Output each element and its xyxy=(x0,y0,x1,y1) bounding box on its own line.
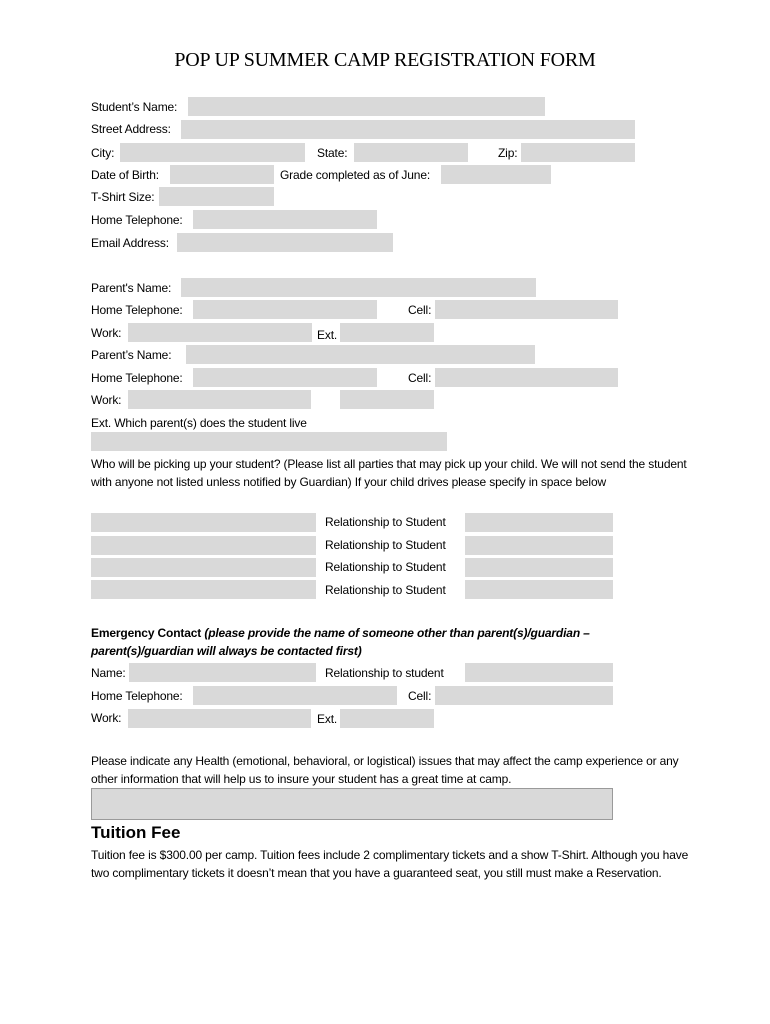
emergency-work-label: Work: xyxy=(91,711,122,725)
city-field[interactable] xyxy=(120,143,305,162)
state-label: State: xyxy=(317,146,348,160)
parent2-ext-field[interactable] xyxy=(340,390,434,409)
parent2-work-field[interactable] xyxy=(128,390,311,409)
emergency-work-field[interactable] xyxy=(128,709,311,728)
parent1-ext-field[interactable] xyxy=(340,323,434,342)
pickup-relationship-field[interactable] xyxy=(465,558,613,577)
dob-label: Date of Birth: xyxy=(91,168,159,182)
emergency-home-telephone-label: Home Telephone: xyxy=(91,689,183,703)
parent2-home-telephone-field[interactable] xyxy=(193,368,377,387)
form-title: POP UP SUMMER CAMP REGISTRATION FORM xyxy=(174,49,596,71)
state-field[interactable] xyxy=(354,143,468,162)
pickup-person-field[interactable] xyxy=(91,536,316,555)
pickup-relationship-label: Relationship to Student xyxy=(325,583,446,597)
parent2-cell-field[interactable] xyxy=(435,368,618,387)
tshirt-size-label: T-Shirt Size: xyxy=(91,190,155,204)
pickup-relationship-field[interactable] xyxy=(465,580,613,599)
parent1-work-label: Work: xyxy=(91,326,122,340)
lives-with-label: Ext. Which parent(s) does the student live xyxy=(91,416,307,430)
pickup-relationship-label: Relationship to Student xyxy=(325,560,446,574)
tuition-text: Tuition fee is $300.00 per camp. Tuition fees include 2 complimentary tickets and a show T-Shirt. Although you have two complimentary tickets it doesn’t mean that you have a guaranteed seat, you still must make a Reservation. xyxy=(91,848,689,880)
pickup-relationship-label: Relationship to Student xyxy=(325,515,446,529)
health-info-field[interactable] xyxy=(91,788,613,820)
parent2-name-label: Parent’s Name: xyxy=(91,348,172,362)
street-address-label: Street Address: xyxy=(91,122,171,136)
emergency-name-field[interactable] xyxy=(129,663,316,682)
tuition-heading: Tuition Fee xyxy=(91,823,181,842)
parent2-work-label: Work: xyxy=(91,393,122,407)
email-address-field[interactable] xyxy=(177,233,393,252)
health-instructions: Please indicate any Health (emotional, behavioral, or logistical) issues that may affect the camp experience or any other information that will help us to insure your student has a great time at camp. xyxy=(91,754,679,786)
emergency-cell-label: Cell: xyxy=(408,689,432,703)
lives-with-field[interactable] xyxy=(91,432,447,451)
pickup-person-field[interactable] xyxy=(91,558,316,577)
student-name-label: Student’s Name: xyxy=(91,100,178,114)
emergency-contact-note: (please provide the name of someone other than parent(s)/guardian – parent(s)/guardian will always be contacted first) xyxy=(91,626,590,658)
emergency-relationship-label: Relationship to student xyxy=(325,666,444,680)
parent1-ext-label: Ext. xyxy=(317,328,338,342)
emergency-cell-field[interactable] xyxy=(435,686,613,705)
grade-field[interactable] xyxy=(441,165,551,184)
emergency-ext-field[interactable] xyxy=(340,709,434,728)
parent1-cell-field[interactable] xyxy=(435,300,618,319)
pickup-person-field[interactable] xyxy=(91,513,316,532)
emergency-relationship-field[interactable] xyxy=(465,663,613,682)
dob-field[interactable] xyxy=(170,165,274,184)
pickup-relationship-field[interactable] xyxy=(465,536,613,555)
pickup-person-field[interactable] xyxy=(91,580,316,599)
pickup-relationship-label: Relationship to Student xyxy=(325,538,446,552)
emergency-ext-label: Ext. xyxy=(317,712,338,726)
emergency-home-telephone-field[interactable] xyxy=(193,686,397,705)
parent1-cell-label: Cell: xyxy=(408,303,432,317)
street-address-field[interactable] xyxy=(181,120,635,139)
parent1-name-field[interactable] xyxy=(181,278,536,297)
zip-field[interactable] xyxy=(521,143,635,162)
parent1-home-telephone-label: Home Telephone: xyxy=(91,303,183,317)
parent1-home-telephone-field[interactable] xyxy=(193,300,377,319)
city-label: City: xyxy=(91,146,115,160)
student-home-telephone-field[interactable] xyxy=(193,210,377,229)
parent2-cell-label: Cell: xyxy=(408,371,432,385)
grade-label: Grade completed as of June: xyxy=(280,168,431,182)
parent1-name-label: Parent's Name: xyxy=(91,281,172,295)
parent1-work-field[interactable] xyxy=(128,323,312,342)
tshirt-size-field[interactable] xyxy=(159,187,274,206)
pickup-instructions: Who will be picking up your student? (Please list all parties that may pick up your child. We will not send the student with anyone not listed unless notified by Guardian) If your child drives please specify in space below xyxy=(91,457,687,489)
emergency-contact-heading xyxy=(91,625,631,660)
email-address-label: Email Address: xyxy=(91,236,169,250)
student-name-field[interactable] xyxy=(188,97,545,116)
zip-label: Zip: xyxy=(498,146,518,160)
emergency-name-label: Name: xyxy=(91,666,126,680)
student-home-telephone-label: Home Telephone: xyxy=(91,213,183,227)
parent2-name-field[interactable] xyxy=(186,345,535,364)
emergency-contact-title: Emergency Contact xyxy=(91,626,205,640)
parent2-home-telephone-label: Home Telephone: xyxy=(91,371,183,385)
pickup-relationship-field[interactable] xyxy=(465,513,613,532)
